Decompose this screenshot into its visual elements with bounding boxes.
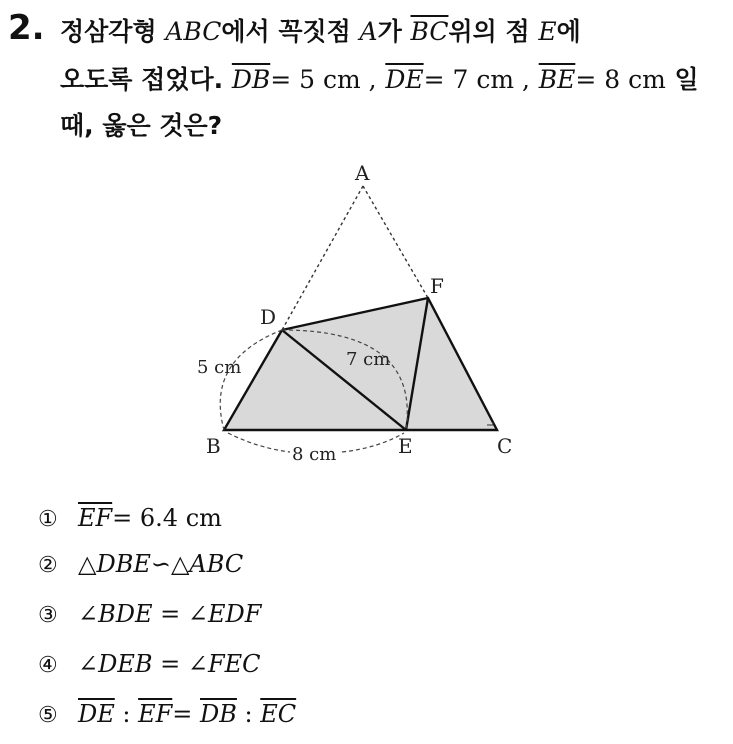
question-text: 일 bbox=[674, 65, 699, 94]
fold-line-af bbox=[363, 186, 428, 298]
fold-line-ad bbox=[282, 186, 363, 330]
length-de-label: 7 cm bbox=[346, 349, 391, 370]
option-text: : bbox=[114, 700, 139, 728]
question-text: 오도록 접었다. bbox=[60, 65, 224, 94]
question-number: 2. bbox=[8, 8, 45, 48]
label-a: A bbox=[355, 161, 370, 185]
option-text: = 6.4 cm bbox=[112, 504, 222, 532]
option-text: : bbox=[236, 700, 261, 728]
length-be-label: 8 cm bbox=[292, 444, 337, 465]
option-4[interactable] bbox=[38, 650, 261, 678]
option-number: ③ bbox=[38, 603, 58, 628]
question-text: 에서 꼭짓점 bbox=[221, 17, 351, 46]
question-text: 가 bbox=[377, 17, 402, 46]
option-number: ④ bbox=[38, 653, 58, 678]
option-text: ∠DEB = ∠FEC bbox=[78, 650, 261, 678]
math-triangle-name: ABC bbox=[165, 17, 222, 46]
math-segment: $\overline{EF}$ bbox=[78, 504, 113, 532]
option-1[interactable] bbox=[38, 504, 222, 532]
math-value: = 8 cm bbox=[575, 65, 666, 94]
option-5[interactable] bbox=[38, 700, 296, 728]
question-line-3: 때, 옳은 것은? bbox=[60, 111, 223, 140]
question-text: 에 bbox=[556, 17, 581, 46]
label-f: F bbox=[430, 274, 444, 298]
option-text: ∠BDE = ∠EDF bbox=[78, 600, 262, 628]
option-number: ① bbox=[38, 507, 58, 532]
length-db-label: 5 cm bbox=[197, 357, 242, 378]
math-point: E bbox=[538, 17, 557, 46]
option-number: ② bbox=[38, 553, 58, 578]
math-segment: $\overline{EF}$ bbox=[138, 700, 173, 728]
arc-be-left bbox=[228, 433, 290, 452]
option-text: △DBE∽△ABC bbox=[78, 550, 244, 578]
label-b: B bbox=[206, 434, 221, 458]
math-segment: $\overline{DE}$ bbox=[385, 65, 424, 94]
option-number: ⑤ bbox=[38, 703, 58, 728]
label-c: C bbox=[497, 434, 513, 458]
arc-be-right bbox=[342, 433, 404, 452]
math-segment: $\overline{DB}$ bbox=[231, 65, 271, 94]
label-e: E bbox=[398, 434, 413, 458]
math-segment: $\overline{EC}$ bbox=[260, 700, 297, 728]
label-d: D bbox=[260, 305, 277, 329]
math-segment: $\overline{DE}$ bbox=[78, 700, 115, 728]
math-value: = 7 cm , bbox=[423, 65, 530, 94]
math-vertex: A bbox=[359, 17, 378, 46]
option-text: = bbox=[172, 700, 201, 728]
question-text: 위의 점 bbox=[448, 17, 530, 46]
math-value: = 5 cm , bbox=[270, 65, 377, 94]
math-segment: $\overline{BE}$ bbox=[538, 65, 576, 94]
question-text: 정삼각형 bbox=[60, 17, 157, 46]
math-segment: $\overline{DB}$ bbox=[200, 700, 237, 728]
option-2[interactable] bbox=[38, 550, 243, 578]
math-segment: $\overline{BC}$ bbox=[410, 17, 449, 46]
option-3[interactable] bbox=[38, 600, 261, 628]
